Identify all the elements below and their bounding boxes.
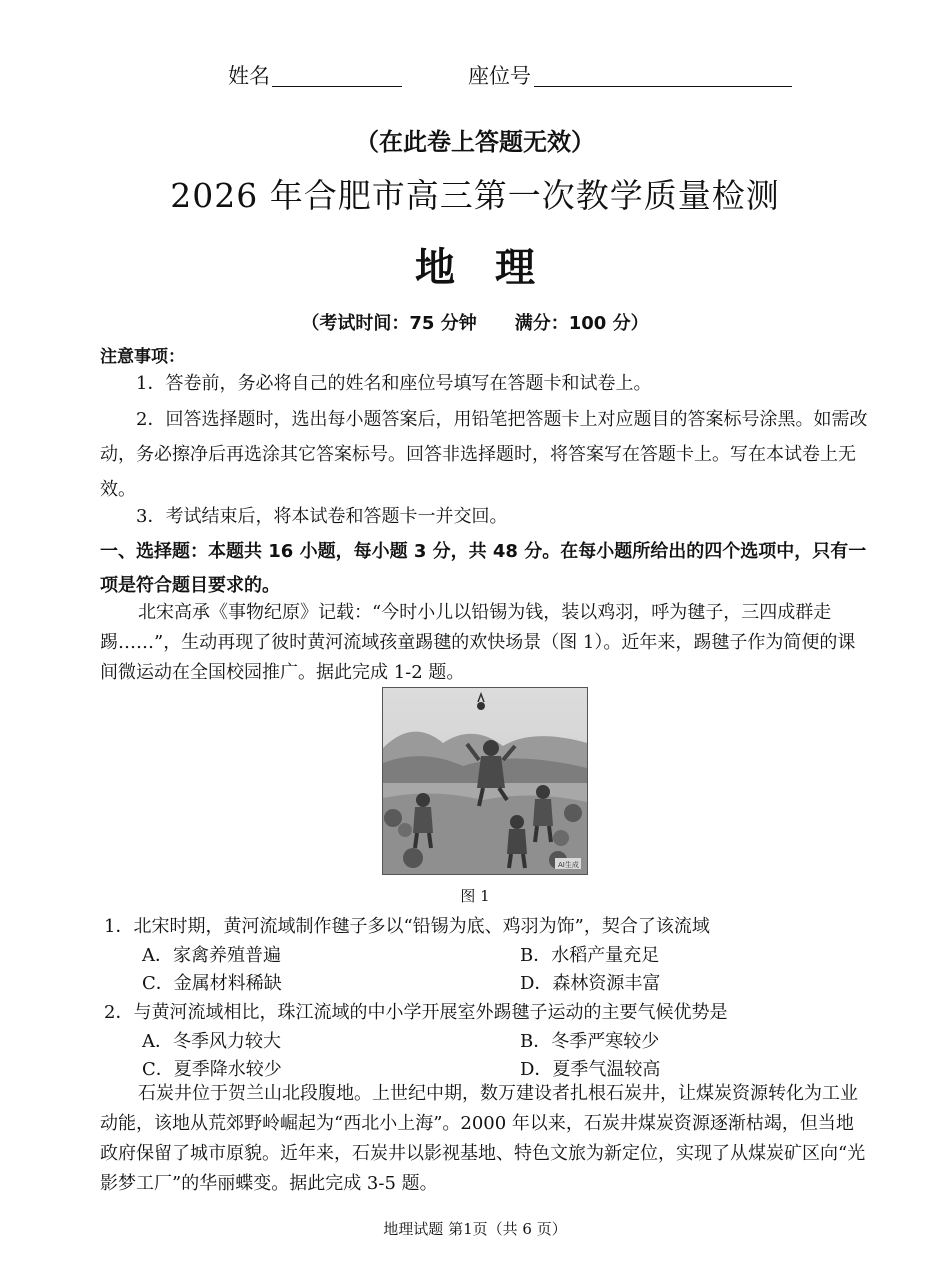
- q2-option-c: C．夏季降水较少: [142, 1059, 282, 1080]
- q1-option-a: A．家禽养殖普遍: [142, 945, 281, 966]
- notice-heading: 注意事项：: [100, 347, 185, 367]
- passage-2: 石炭井位于贺兰山北段腹地。上世纪中期，数万建设者扎根石炭井，让煤炭资源转化为工业动能，该地从荒郊野岭崛起为“西北小上海”。2000 年以来，石炭井煤炭资源逐渐枯竭，但当地政府保留了城市原貌。近年来，石炭井以影视基地、特色文旅为新定位，实现了从煤炭矿区向“光影梦工厂”的华丽蝶变。据此完成 3-5 题。: [100, 1083, 866, 1194]
- q2-option-a: A．冬季风力较大: [142, 1031, 281, 1052]
- question-1-stem: 1．北宋时期，黄河流域制作毽子多以“铅锡为底、鸡羽为饰”，契合了该流域: [104, 916, 710, 937]
- section-heading: 一、选择题：本题共 16 小题，每小题 3 分，共 48 分。在每小题所给出的四个选项中，只有一项是符合题目要求的。: [100, 541, 867, 596]
- subject-title: 地理: [415, 245, 575, 291]
- notice-item-1: 1．答卷前，务必将自己的姓名和座位号填写在答题卡和试卷上。: [136, 373, 652, 394]
- figure-caption: 图 1: [460, 887, 490, 905]
- seat-blank: [534, 86, 792, 87]
- page-footer: 地理试题 第1页（共 6 页）: [383, 1220, 567, 1238]
- q1-option-b: B．水稻产量充足: [520, 945, 660, 966]
- notice-item-3: 3．考试结束后，将本试卷和答题卡一并交回。: [136, 506, 508, 527]
- q1-option-d: D．森林资源丰富: [520, 973, 661, 994]
- seat-label: 座位号: [468, 64, 531, 88]
- exam-title: 2026 年合肥市高三第一次教学质量检测: [170, 176, 780, 215]
- full-score: 满分：100 分）: [514, 313, 649, 334]
- q1-option-c: C．金属材料稀缺: [142, 973, 282, 994]
- q2-option-b: B．冬季严寒较少: [520, 1031, 660, 1052]
- figure-watermark: AI生成: [558, 861, 579, 869]
- exam-meta: [0, 309, 950, 335]
- children-kicking-shuttlecock-image: [383, 688, 587, 874]
- passage-1: 北宋高承《事物纪原》记载：“今时小儿以铅锡为钱，装以鸡羽，呼为毽子，三四成群走踢……”，生动再现了彼时黄河流域孩童踢毽的欢快场景（图 1）。近年来，踢毽子作为简便的课间微运动在全国校园推广。据此完成 1-2 题。: [100, 602, 856, 683]
- question-2-stem: 2．与黄河流域相比，珠江流域的中小学开展室外踢毽子运动的主要气候优势是: [104, 1002, 728, 1023]
- notice-item-2: 2．回答选择题时，选出每小题答案后，用铅笔把答题卡上对应题目的答案标号涂黑。如需改动，务必擦净后再选涂其它答案标号。回答非选择题时，将答案写在答题卡上。写在本试卷上无效。: [100, 409, 868, 500]
- name-blank: [272, 86, 402, 87]
- figure-1-illustration: [382, 687, 588, 875]
- name-label: 姓名: [228, 64, 270, 88]
- q2-option-d: D．夏季气温较高: [520, 1059, 661, 1080]
- invalid-notice: （在此卷上答题无效）: [355, 128, 595, 156]
- exam-time: （考试时间：75 分钟: [301, 313, 477, 334]
